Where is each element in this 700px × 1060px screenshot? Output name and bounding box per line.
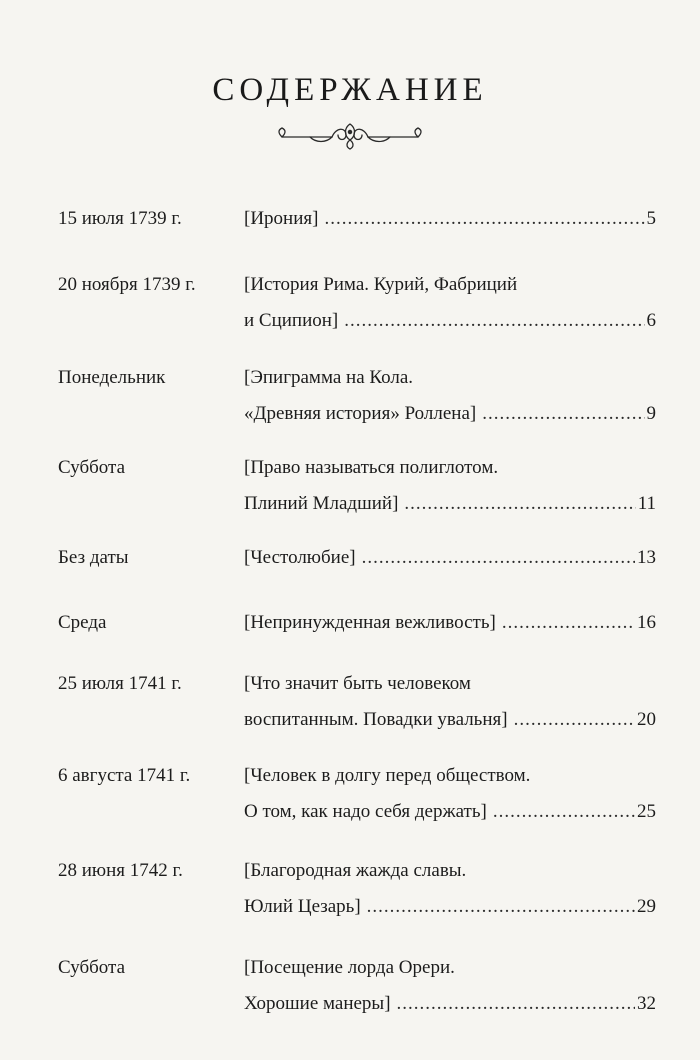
entry-title-line: [Посещение лорда Орери.	[244, 957, 455, 978]
entry-date: 28 июня 1742 г.	[58, 860, 183, 881]
entry-date: 25 июля 1741 г.	[58, 673, 182, 694]
entry-date: Суббота	[58, 957, 126, 978]
entry-page-number: 32	[637, 993, 656, 1014]
entry-date: Понедельник	[58, 367, 166, 388]
entry-body	[244, 853, 656, 925]
entry-body	[244, 666, 656, 738]
entry-page-number: 6	[646, 310, 656, 331]
entry-date: 6 августа 1741 г.	[58, 765, 191, 786]
ornament-divider-icon	[270, 118, 430, 152]
leader-dots	[367, 889, 635, 925]
entry-page-number: 13	[637, 547, 656, 568]
entry-body	[244, 450, 656, 522]
entry-title-line: О том, как надо себя держать]	[244, 801, 487, 822]
entry-date: 15 июля 1739 г.	[58, 208, 182, 229]
leader-dots	[324, 201, 644, 237]
entry-date: 20 ноября 1739 г.	[58, 274, 196, 295]
entry-title-line: Юлий Цезарь]	[244, 896, 361, 917]
entry-title-line: воспитанным. Повадки увальня]	[244, 709, 508, 730]
leader-dots	[493, 794, 635, 830]
entry-title-line: [Благородная жажда славы.	[244, 860, 467, 881]
entry-title-line: «Древняя история» Роллена]	[244, 403, 477, 424]
entry-date: Суббота	[58, 457, 126, 478]
entry-title-line: [Что значит быть человеком	[244, 673, 471, 694]
entry-page-number: 29	[637, 896, 656, 917]
entry-date: Среда	[58, 612, 107, 633]
entry-body	[244, 950, 656, 1022]
entry-title-line: [Человек в долгу перед обществом.	[244, 765, 531, 786]
entry-page-number: 25	[637, 801, 656, 822]
entry-title-line: [Непринужденная вежливость]	[244, 612, 496, 633]
entry-body	[244, 360, 656, 432]
entry-page-number: 9	[646, 403, 656, 424]
entry-title-line: [Право называться полиглотом.	[244, 457, 499, 478]
entry-body	[244, 201, 656, 237]
entry-page-number: 5	[646, 208, 656, 229]
entry-title-line: [Ирония]	[244, 208, 319, 229]
entry-title-line: и Сципион]	[244, 310, 339, 331]
leader-dots	[502, 605, 635, 641]
entry-body	[244, 540, 656, 576]
entry-date: Без даты	[58, 547, 129, 568]
leader-dots	[362, 540, 635, 576]
entry-page-number: 11	[637, 493, 656, 514]
entry-page-number: 16	[637, 612, 656, 633]
leader-dots	[482, 396, 644, 432]
leader-dots	[514, 702, 635, 738]
entry-title-line: Хорошие манеры]	[244, 993, 391, 1014]
entry-title-line: Плиний Младший]	[244, 493, 399, 514]
page-title: СОДЕРЖАНИЕ	[212, 72, 488, 108]
entry-body	[244, 267, 656, 339]
entry-page-number: 20	[637, 709, 656, 730]
leader-dots	[404, 486, 635, 522]
entry-title-line: [Честолюбие]	[244, 547, 356, 568]
entry-body	[244, 605, 656, 641]
entry-title-line: [Эпиграмма на Кола.	[244, 367, 414, 388]
entry-title-line: [История Рима. Курий, Фабриций	[244, 274, 518, 295]
entry-body	[244, 758, 656, 830]
leader-dots	[344, 303, 644, 339]
leader-dots	[397, 986, 635, 1022]
